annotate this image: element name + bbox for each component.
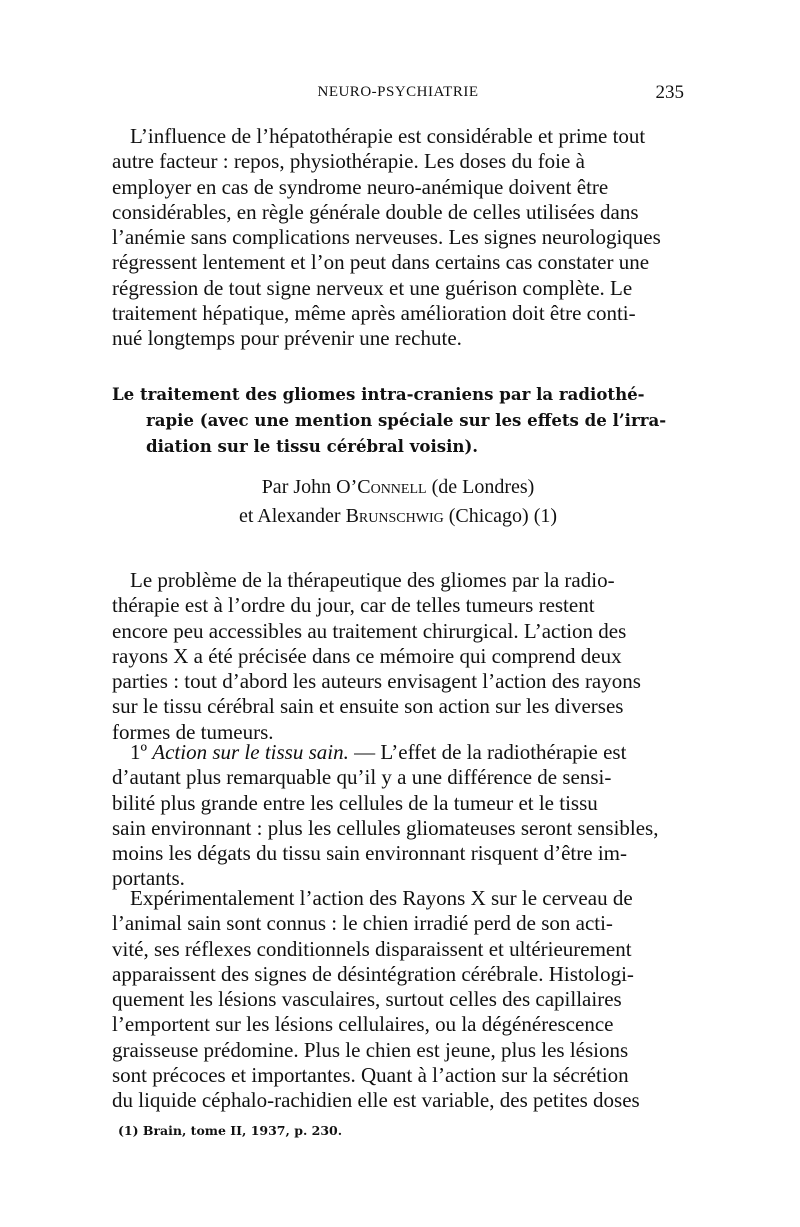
text-line: graisseuse prédomine. Plus le chien est jeune, plus les lésions — [112, 1037, 629, 1062]
section-heading-line — [112, 740, 684, 765]
text-line: employer en cas de syndrome neuro-anémique doivent être — [112, 174, 609, 199]
text-line: sont précoces et importantes. Quant à l’action sur la sécrétion — [112, 1063, 629, 1088]
text-line: rayons X a été précisée dans ce mémoire qui comprend deux — [112, 643, 622, 668]
title-line: diation sur le tissu cérébral voisin). — [146, 436, 479, 456]
article-authors — [112, 473, 684, 531]
text-line: moins les dégats du tissu sain environnant risquent d’être im- — [112, 841, 627, 866]
author-prefix: et Alexander — [238, 505, 346, 527]
text-line: vité, ses réflexes conditionnels disparaissent et ultérieurement — [112, 936, 632, 961]
author-affiliation: (de Londres) — [426, 476, 535, 498]
author-name: O’Connell — [336, 476, 427, 498]
text-line: régression de tout signe nerveux et une guérison complète. Le — [112, 275, 633, 300]
paragraph-healthy-tissue — [112, 740, 684, 892]
text-line: considérables, en règle générale double de celles utilisées dans — [112, 199, 639, 224]
text-line: autre facteur : repos, physiothérapie. Les doses du foie à — [112, 149, 585, 174]
text-line: l’animal sain sont connus : le chien irradié perd de son acti- — [112, 911, 613, 936]
author-name: Brunschwig — [345, 505, 444, 527]
section-number: 1º — [130, 740, 153, 764]
section-heading: Action sur le tissu sain. — [152, 740, 349, 764]
text-line: parties : tout d’abord les auteurs envisagent l’action des rayons — [112, 669, 641, 694]
text-line: portants. — [112, 866, 185, 891]
author-line-1 — [112, 473, 684, 502]
text-line: sain environnant : plus les cellules gliomateuses seront sensibles, — [112, 815, 659, 840]
text-line: thérapie est à l’ordre du jour, car de telles tumeurs restent — [112, 593, 595, 618]
paragraph-experimental — [112, 886, 684, 1114]
text-line: l’emportent sur les lésions cellulaires, ou la dégénérescence — [112, 1012, 614, 1037]
text-line: l’anémie sans complications nerveuses. Les signes neurologiques — [112, 225, 661, 250]
text-line: encore peu accessibles au traitement chirurgical. L’action des — [112, 618, 627, 643]
page-number: 235 — [655, 82, 684, 103]
text-line: bilité plus grande entre les cellules de la tumeur et le tissu — [112, 790, 598, 815]
text-line: formes de tumeurs. — [112, 719, 274, 744]
text-line: sur le tissu cérébral sain et ensuite son action sur les diverses — [112, 694, 624, 719]
paragraph-introduction — [112, 568, 684, 745]
text-line: nué longtemps pour prévenir une rechute. — [112, 326, 462, 351]
text-line: L’influence de l’hépatothérapie est considérable et prime tout — [130, 124, 646, 148]
text-line: Expérimentalement l’action des Rayons X sur le cerveau de — [130, 886, 633, 910]
text-line: du liquide céphalo-rachidien elle est variable, des petites doses — [112, 1088, 640, 1113]
text-line: traitement hépatique, même après amélioration doit être conti- — [112, 301, 636, 326]
text-line: Le problème de la thérapeutique des gliomes par la radio- — [130, 568, 615, 592]
page-header — [112, 84, 684, 106]
author-line-2 — [112, 502, 684, 531]
text-line: régressent lentement et l’on peut dans certains cas constater une — [112, 250, 650, 275]
text-line: d’autant plus remarquable qu’il y a une différence de sensi- — [112, 765, 612, 790]
footnote: (1) Brain, tome II, 1937, p. 230. — [118, 1123, 343, 1138]
text-line: apparaissent des signes de désintégration cérébrale. Histologi- — [112, 961, 634, 986]
running-title: NEURO-PSYCHIATRIE — [317, 84, 479, 100]
text-line: quement les lésions vasculaires, surtout celles des capillaires — [112, 987, 622, 1012]
title-line: rapie (avec une mention spéciale sur les effets de l’irra- — [146, 410, 667, 430]
article-title — [112, 381, 684, 459]
paragraph-hepatotherapy — [112, 124, 684, 352]
title-line: Le traitement des gliomes intra-craniens par la radiothé- — [112, 384, 645, 404]
text-fragment: — L’effet de la radiothérapie est — [348, 740, 627, 764]
author-prefix: Par John — [261, 476, 337, 498]
author-affiliation: (Chicago) (1) — [443, 505, 558, 527]
